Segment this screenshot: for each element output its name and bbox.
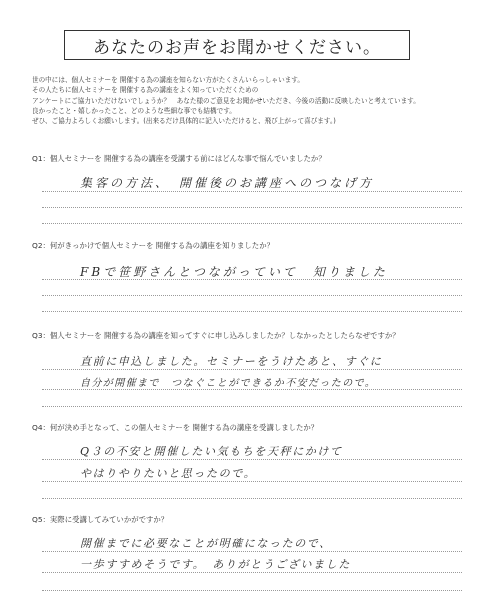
intro-text	[32, 75, 462, 126]
intro-line: その人たちに個人セミナーを 開催する為の講座をよく知っていただくための	[32, 86, 259, 95]
answer-rule	[42, 406, 462, 407]
intro-line: 世の中には、個人セミナーを 開催する為の講座を知らない方がたくさんいらっしゃいます。	[32, 76, 304, 84]
answer-rule	[42, 481, 462, 482]
intro-line: アンケートにご協力いただけないでしょうか？ あなた様のご意見をお聞かせいただき、今後の活動に反映したいと考えています。	[32, 96, 420, 105]
question-3-label: Q3：個人セミナーを 開催する為の講座を知ってすぐに申し込みしましたか？しなかったとしたらなぜですか？	[32, 331, 400, 340]
answer-rule	[42, 590, 462, 591]
question-5-answer-line-2: 一歩すすめそうです。 ありがとうございました	[80, 558, 351, 571]
intro-line: ぜひ、ご協力よろしくお願いします。(出来るだけ具体的に記入いただけると、飛び上がって喜びます。)	[32, 117, 336, 126]
answer-rule	[42, 207, 462, 208]
answer-rule	[42, 311, 462, 312]
answer-rule	[42, 279, 462, 280]
question-3-answer-line-1: 直前に申込しました。セミナーをうけたあと、すぐに	[80, 355, 383, 368]
question-4-answer-line-2: やはりやりたいと思ったので。	[80, 467, 257, 480]
intro-line: 良かったこと・嬉しかったこと、どのような些細な事でも結構です。	[32, 106, 236, 115]
question-1-answer-line-1: 集客の方法、 開催後のお講座へのつなげ方	[80, 176, 375, 190]
question-4-answer-line-1: Q３の不安と開催したい気もちを天秤にかけて	[80, 445, 343, 458]
answer-rule	[42, 572, 462, 573]
answer-rule	[42, 551, 462, 552]
answer-rule	[42, 389, 462, 390]
answer-rule	[42, 369, 462, 370]
answer-rule	[42, 295, 462, 296]
answer-rule	[42, 223, 462, 224]
question-5-answer-line-1: 開催までに必要なことが明確になったので、	[80, 537, 332, 550]
question-5-label: Q5：実際に受講してみていかがですか？	[32, 515, 169, 524]
answer-rule	[42, 459, 462, 460]
question-3-answer-line-2: 自分が開催まで つなぐことができるか不安だったので。	[80, 378, 377, 389]
question-2-label: Q2：何がきっかけで個人セミナーを 開催する為の講座を知りましたか？	[32, 241, 274, 250]
answer-rule	[42, 191, 462, 192]
question-2-answer-line-1: FBで笹野さんとつながっていて 知りました	[80, 265, 388, 279]
question-1-label: Q1：個人セミナーを 開催する為の講座を受講する前にはどんな事で悩んでいましたか？	[32, 154, 326, 163]
answer-rule	[42, 498, 462, 499]
question-4-label: Q4：何が決め手となって、この個人セミナーを 開催する為の講座を受講しましたか？	[32, 423, 319, 432]
form-title: あなたのお声をお聞かせください。	[64, 30, 410, 60]
